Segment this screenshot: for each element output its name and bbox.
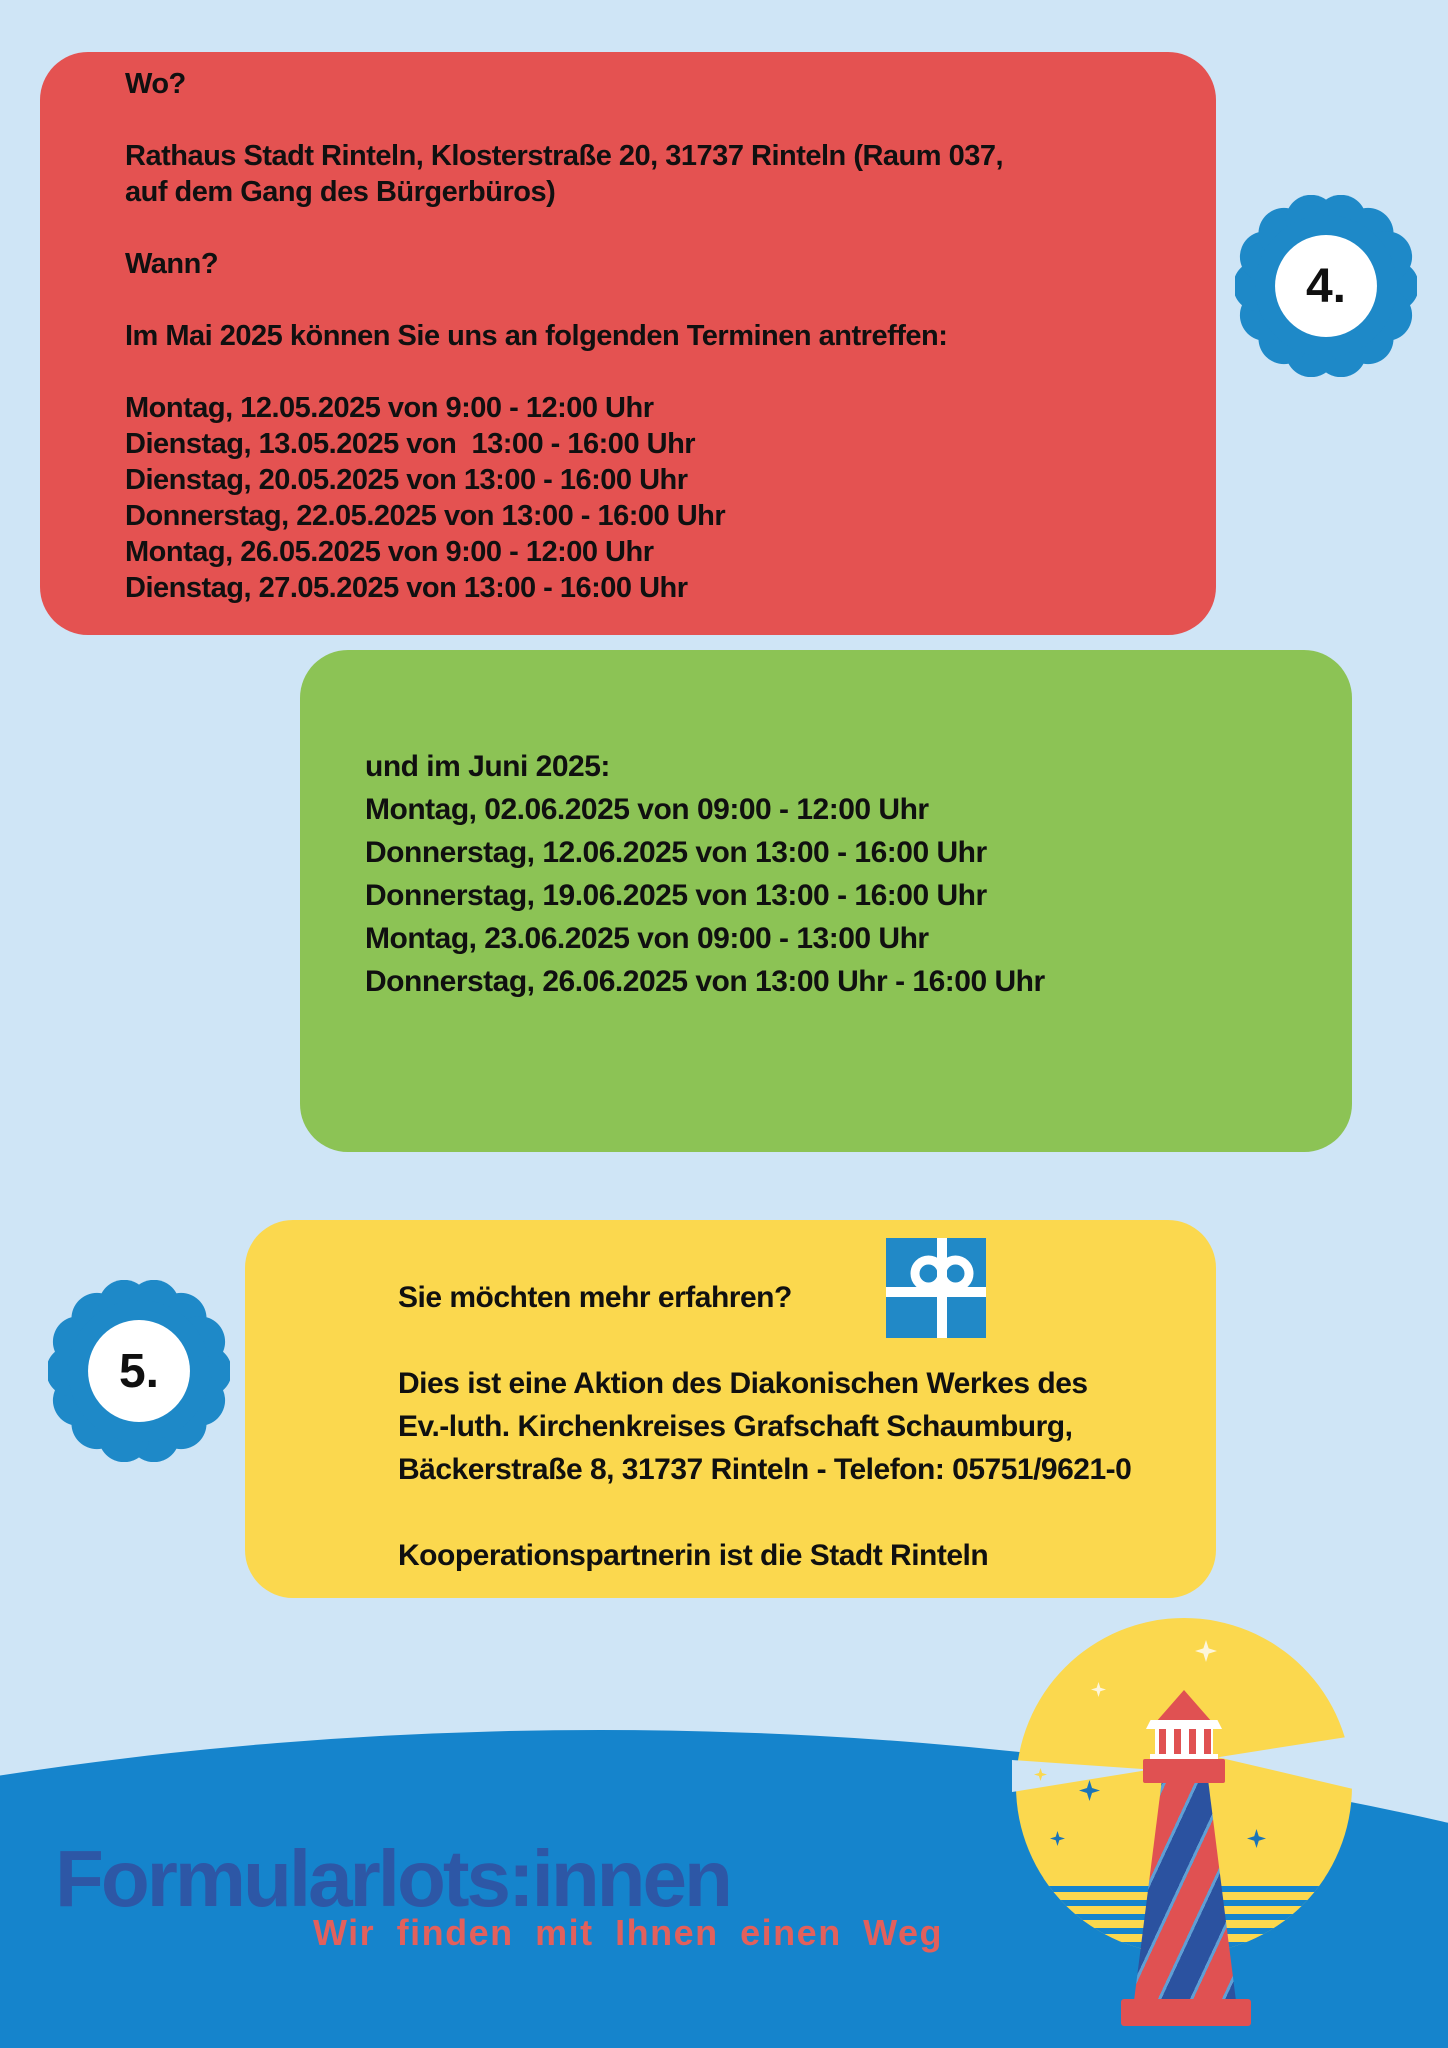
step-4-badge	[1235, 195, 1417, 377]
text-line: Rathaus Stadt Rinteln, Klosterstraße 20, 31737 Rinteln (Raum 037,	[125, 140, 1004, 172]
text-line: Donnerstag, 12.06.2025 von 13:00 - 16:00 Uhr	[365, 836, 987, 869]
text-line: Montag, 26.05.2025 von 9:00 - 12:00 Uhr	[125, 536, 654, 568]
text-line: Im Mai 2025 können Sie uns an folgenden Terminen antreffen:	[125, 320, 948, 352]
contact-info-card	[245, 1220, 1216, 1598]
text-line: Donnerstag, 22.05.2025 von 13:00 - 16:00 Uhr	[125, 500, 726, 532]
text-line	[125, 354, 1176, 390]
text-line	[398, 1491, 1176, 1534]
text-line: Bäckerstraße 8, 31737 Rinteln - Telefon: 05751/9621-0	[398, 1453, 1132, 1486]
text-line: auf dem Gang des Bürgerbüros)	[125, 176, 556, 208]
text-line: Donnerstag, 19.06.2025 von 13:00 - 16:00 Uhr	[365, 879, 987, 912]
text-line	[125, 282, 1176, 318]
step-4-number: 4.	[1305, 259, 1347, 313]
text-line: Montag, 02.06.2025 von 09:00 - 12:00 Uhr	[365, 793, 929, 826]
text-line: Dienstag, 13.05.2025 von 13:00 - 16:00 Uhr	[125, 428, 696, 460]
text-line: Sie möchten mehr erfahren?	[398, 1281, 792, 1314]
text-line: Kooperationspartnerin ist die Stadt Rinteln	[398, 1539, 989, 1572]
text-line	[398, 1319, 1176, 1362]
lighthouse-collar	[1146, 1720, 1222, 1729]
text-line: Montag, 12.05.2025 von 9:00 - 12:00 Uhr	[125, 392, 654, 424]
step-5-badge	[48, 1280, 230, 1462]
text-line	[125, 102, 1176, 138]
lighthouse-gallery	[1143, 1759, 1225, 1783]
text-line: Dies ist eine Aktion des Diakonischen Werkes des	[398, 1367, 1088, 1400]
text-line: Donnerstag, 26.06.2025 von 13:00 Uhr - 16:00 Uhr	[365, 965, 1045, 998]
text-line: Dienstag, 20.05.2025 von 13:00 - 16:00 Uhr	[125, 464, 688, 496]
june-dates-card	[300, 650, 1352, 1152]
campaign-title: Formularlots:innen	[55, 1834, 730, 1923]
step-5-number: 5.	[118, 1344, 160, 1398]
lighthouse-lamp-room	[1155, 1729, 1213, 1754]
text-line: Dienstag, 27.05.2025 von 13:00 - 16:00 Uhr	[125, 572, 688, 604]
text-line: Wo?	[125, 68, 186, 100]
lighthouse-base	[1121, 1999, 1251, 2026]
where-when-card	[40, 52, 1216, 635]
text-line: Ev.-luth. Kirchenkreises Grafschaft Schaumburg,	[398, 1410, 1073, 1443]
campaign-slogan: Wir finden mit Ihnen einen Weg	[313, 1912, 944, 1953]
text-line	[125, 210, 1176, 246]
text-line: Wann?	[125, 248, 219, 280]
text-line: Montag, 23.06.2025 von 09:00 - 13:00 Uhr	[365, 922, 929, 955]
text-line: und im Juni 2025:	[365, 750, 610, 783]
diakonie-crowned-cross-icon	[886, 1238, 986, 1338]
